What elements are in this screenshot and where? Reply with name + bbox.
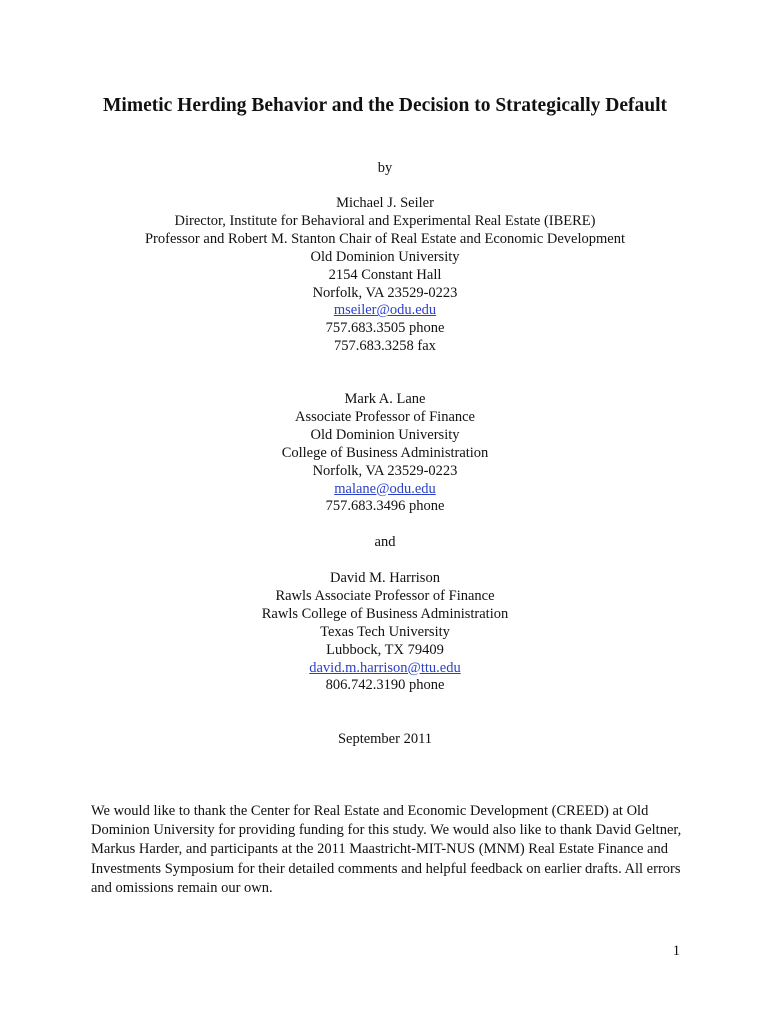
- affiliation-line: Professor and Robert M. Stanton Chair of Real Estate and Economic Development: [144, 230, 625, 247]
- author-phone: 757.683.3505 phone: [325, 320, 445, 337]
- and-label: and: [374, 534, 396, 550]
- author-block-seiler: [0, 195, 770, 356]
- affiliation-line: Norfolk, VA 23529-0223: [312, 284, 458, 301]
- author-name: Mark A. Lane: [344, 391, 426, 407]
- affiliation-line: Old Dominion University: [310, 248, 460, 265]
- by-label: by: [377, 160, 393, 176]
- author-email-link[interactable]: mseiler@odu.edu: [333, 302, 437, 319]
- acknowledgment-paragraph: We would like to thank the Center for Real Estate and Economic Development (CREED) at Old Dominion University for providing funding for this study. We would also like to thank David Geltner, Markus Harder, and participants at the 2011 Maastricht-MIT-NUS (MNM) Real Estate Finance and Investments Symposium for their detailed comments and helpful feedback on earlier drafts. All errors and omissions remain our own.: [91, 803, 682, 896]
- author-email-link[interactable]: malane@odu.edu: [334, 480, 436, 497]
- author-email-link[interactable]: david.m.harrison@ttu.edu: [309, 659, 461, 676]
- paper-date: September 2011: [337, 731, 433, 747]
- affiliation-line: Rawls Associate Professor of Finance: [275, 587, 495, 604]
- affiliation-line: Lubbock, TX 79409: [326, 641, 444, 658]
- affiliation-line: Associate Professor of Finance: [295, 408, 475, 425]
- affiliation-line: Texas Tech University: [320, 623, 450, 640]
- affiliation-line: Norfolk, VA 23529-0223: [312, 462, 458, 479]
- page-number: 1: [672, 943, 680, 959]
- author-phone: 757.683.3496 phone: [325, 498, 445, 515]
- affiliation-line: 2154 Constant Hall: [328, 266, 442, 283]
- author-block-harrison: [0, 570, 770, 695]
- affiliation-line: Rawls College of Business Administration: [261, 605, 509, 622]
- author-block-lane: [0, 391, 770, 516]
- author-phone: 806.742.3190 phone: [325, 677, 445, 694]
- affiliation-line: Old Dominion University: [310, 426, 460, 443]
- paper-title: Mimetic Herding Behavior and the Decision to Strategically Default: [103, 95, 667, 116]
- author-fax: 757.683.3258 fax: [334, 338, 436, 355]
- author-name: David M. Harrison: [330, 570, 440, 586]
- affiliation-line: Director, Institute for Behavioral and Experimental Real Estate (IBERE): [174, 212, 596, 229]
- author-name: Michael J. Seiler: [336, 195, 434, 211]
- affiliation-line: College of Business Administration: [281, 444, 489, 461]
